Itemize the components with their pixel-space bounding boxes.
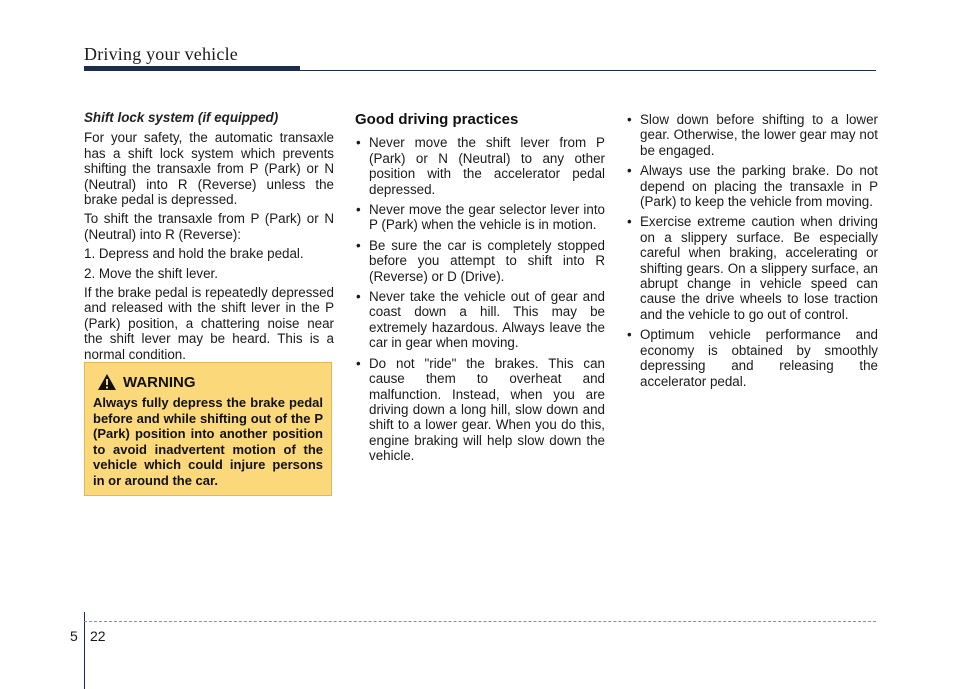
paragraph: To shift the transaxle from P (Park) or N (Neutral) into R (Reverse): [84, 211, 334, 242]
list-item: • Never take the vehicle out of gear and coast down a hill. This may be extremely hazardous. Always leave the car in gear when moving. [355, 289, 605, 351]
page-number: 22 [90, 628, 106, 644]
warning-title: WARNING [123, 373, 196, 391]
footer-vertical-rule [84, 612, 85, 689]
step-item: 1. Depress and hold the brake pedal. [84, 246, 304, 262]
section-title: Driving your vehicle [84, 44, 238, 64]
practices-list-continued [626, 112, 878, 389]
warning-triangle-icon [97, 373, 117, 391]
footer-rule [84, 621, 876, 623]
warning-box [84, 362, 332, 496]
practices-list [355, 135, 605, 463]
list-item: • Never move the shift lever from P (Park) or N (Neutral) to any other position with the accelerator pedal depressed. [355, 135, 605, 197]
column-middle [355, 112, 605, 469]
column-left [84, 110, 334, 366]
shift-lock-subheading: Shift lock system (if equipped) [84, 110, 279, 125]
good-driving-heading: Good driving practices [355, 111, 519, 128]
chapter-number: 5 [70, 628, 78, 644]
paragraph: For your safety, the automatic transaxle has a shift lock system which prevents shifting the transaxle from P (Park) or N (Neutral) into R (Reverse) unless the brake pedal is depressed. [84, 130, 334, 208]
header-rule-thin [300, 70, 876, 71]
list-item: • Never move the gear selector lever into P (Park) when the vehicle is in motion. [355, 202, 605, 233]
list-item: • Do not "ride" the brakes. This can cause them to overheat and malfunction. Instead, when you are driving down a long hill, slow down and shift to a lower gear. When you do this, engine braking will help slow down the vehicle. [355, 356, 605, 464]
list-item: • Slow down before shifting to a lower gear. Otherwise, the lower gear may not be engaged. [626, 112, 878, 158]
list-item: • Be sure the car is completely stopped before you attempt to shift into R (Reverse) or D (Drive). [355, 238, 605, 284]
header-rule-thick [84, 66, 300, 71]
list-item: • Optimum vehicle performance and economy is obtained by smoothly depressing and releasing the accelerator pedal. [626, 327, 878, 389]
step-item: 2. Move the shift lever. [84, 265, 218, 281]
warning-text: Always fully depress the brake pedal before and while shifting out of the P (Park) position into another position to avoid inadvertent motion of the vehicle which could injure persons in or around the car. [93, 395, 323, 488]
column-right [626, 112, 878, 394]
list-item: • Exercise extreme caution when driving on a slippery surface. Be especially careful when braking, accelerating or shifting gears. On a slippery surface, an abrupt change in vehicle speed can cause the drive wheels to lose traction and the vehicle to go out of control. [626, 214, 878, 322]
list-item: • Always use the parking brake. Do not depend on placing the transaxle in P (Park) to keep the vehicle from moving. [626, 163, 878, 209]
paragraph: If the brake pedal is repeatedly depressed and released with the shift lever in the P (Park) position, a chattering noise near the shift lever may be heard. This is a normal condition. [84, 285, 334, 362]
warning-header [93, 373, 323, 391]
